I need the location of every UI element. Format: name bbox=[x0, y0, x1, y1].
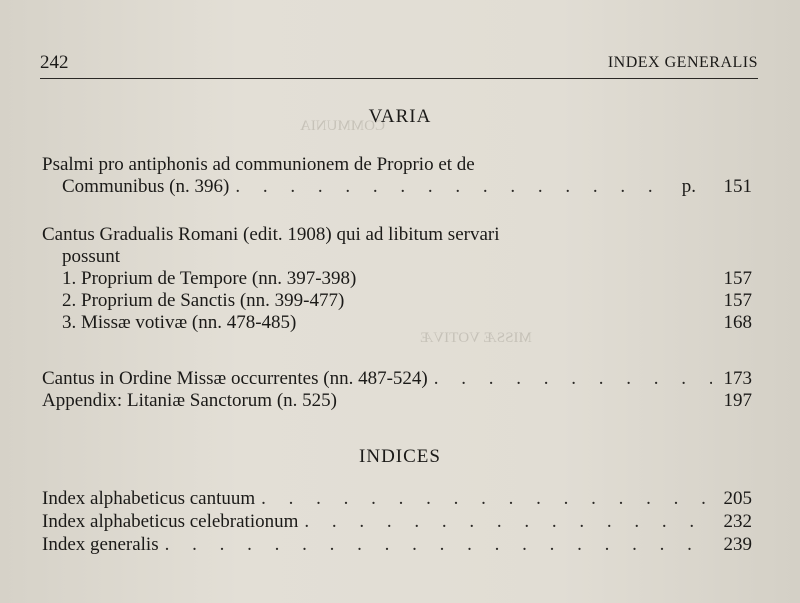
leader-dots bbox=[434, 368, 712, 390]
page-ref: 157 bbox=[723, 290, 752, 311]
entry-text: Index alphabeticus cantuum bbox=[42, 488, 256, 509]
entry-text: 3. Missæ votivæ (nn. 478-485) bbox=[62, 312, 297, 333]
running-title: INDEX GENERALIS bbox=[607, 54, 758, 71]
page-header bbox=[40, 52, 758, 74]
entry-text: Communibus (n. 396) bbox=[62, 176, 230, 197]
entry-text: Index alphabeticus celebrationum bbox=[42, 511, 299, 532]
section-title-varia: VARIA bbox=[368, 106, 432, 127]
entry-text: 1. Proprium de Tempore (nn. 397-398) bbox=[62, 268, 357, 289]
entry-text: Appendix: Litaniæ Sanctorum (n. 525) bbox=[42, 390, 337, 411]
leader-dots bbox=[304, 511, 712, 533]
page-ref: 232 bbox=[723, 511, 752, 532]
index-subentry bbox=[42, 290, 752, 312]
entry-text: Cantus in Ordine Missæ occurrentes (nn. 487-524) bbox=[42, 368, 428, 389]
index-entry bbox=[42, 534, 752, 556]
page-ref: 239 bbox=[723, 534, 752, 555]
page-ref: 173 bbox=[723, 368, 752, 389]
leader-dots bbox=[165, 534, 712, 556]
entry-text: Index generalis bbox=[42, 534, 159, 555]
entry-text: 2. Proprium de Sanctis (nn. 399-477) bbox=[62, 290, 345, 311]
page-ref: 197 bbox=[723, 390, 752, 411]
index-subentry bbox=[42, 312, 752, 334]
page-ref: 157 bbox=[723, 268, 752, 289]
page-ref: 205 bbox=[723, 488, 752, 509]
show-through-text: MISSÆ VOTIVÆ bbox=[420, 330, 532, 346]
index-entry bbox=[42, 368, 752, 390]
index-subentry bbox=[42, 268, 752, 290]
index-entry bbox=[42, 488, 752, 510]
header-rule bbox=[40, 78, 758, 79]
index-entry bbox=[42, 511, 752, 533]
index-entry bbox=[42, 390, 752, 412]
entry-text: Psalmi pro antiphonis ad communionem de Proprio et de bbox=[42, 154, 475, 175]
section-title-indices: INDICES bbox=[359, 446, 441, 467]
index-entry bbox=[42, 154, 752, 198]
leader-dots bbox=[235, 176, 675, 198]
index-entry bbox=[42, 224, 752, 268]
page-ref: 168 bbox=[723, 312, 752, 333]
entry-text: Cantus Gradualis Romani (edit. 1908) qui ad libitum servari bbox=[42, 224, 500, 245]
page-ref: 151 bbox=[723, 176, 752, 197]
leader-dots bbox=[261, 488, 712, 510]
show-through-text: COMMUNIA bbox=[300, 118, 386, 134]
page-number: 242 bbox=[40, 52, 69, 73]
entry-text: possunt bbox=[62, 246, 121, 267]
page-abbrev: p. bbox=[681, 176, 696, 197]
